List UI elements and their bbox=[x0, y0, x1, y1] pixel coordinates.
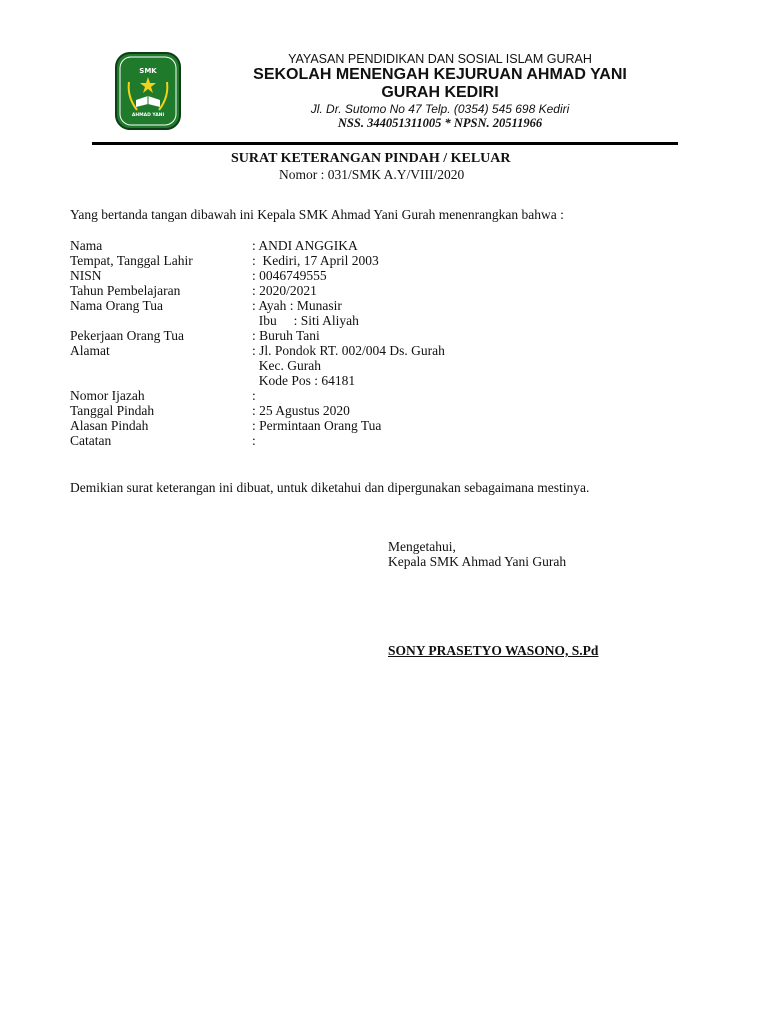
logo-bottom-text: AHMAD YANI bbox=[131, 113, 165, 118]
field-label: Alamat bbox=[70, 343, 110, 358]
field-label: Tahun Pembelajaran bbox=[70, 283, 181, 298]
letter-number: Nomor : 031/SMK A.Y/VIII/2020 bbox=[279, 167, 465, 182]
signature-acknowledged: Mengetahui, bbox=[388, 539, 456, 554]
school-name-line1: SEKOLAH MENENGAH KEJURUAN AHMAD YANI bbox=[253, 66, 627, 83]
school-address: Jl. Dr. Sutomo No 47 Telp. (0354) 545 698 Kediri bbox=[310, 102, 570, 116]
field-label: Nama bbox=[70, 238, 103, 253]
field-label: Nomor Ijazah bbox=[70, 388, 145, 403]
letterhead-divider bbox=[92, 142, 678, 145]
field-label: Tempat, Tanggal Lahir bbox=[70, 253, 193, 268]
field-value: : bbox=[252, 388, 256, 403]
field-label: Nama Orang Tua bbox=[70, 298, 163, 313]
field-label: Tanggal Pindah bbox=[70, 403, 155, 418]
field-value: : Buruh Tani bbox=[252, 328, 320, 343]
signatory-name: SONY PRASETYO WASONO, S.Pd bbox=[388, 643, 599, 658]
field-label: Catatan bbox=[70, 433, 112, 448]
field-value: : Kediri, 17 April 2003 bbox=[252, 253, 379, 268]
field-label: Alasan Pindah bbox=[70, 418, 149, 433]
school-logo bbox=[115, 52, 181, 130]
letter-intro: Yang bertanda tangan dibawah ini Kepala SMK Ahmad Yani Gurah menenrangkan bahwa : bbox=[70, 207, 564, 222]
field-value: : Ayah : Munasir bbox=[252, 298, 342, 313]
field-value: : Permintaan Orang Tua bbox=[252, 418, 382, 433]
letter-title: SURAT KETERANGAN PINDAH / KELUAR bbox=[231, 151, 511, 166]
field-value: Kode Pos : 64181 bbox=[252, 373, 356, 388]
field-label: NISN bbox=[70, 268, 102, 283]
school-name-line2: GURAH KEDIRI bbox=[381, 84, 499, 101]
field-value: Ibu : Siti Aliyah bbox=[252, 313, 359, 328]
field-value: : ANDI ANGGIKA bbox=[252, 238, 358, 253]
closing-statement: Demikian surat keterangan ini dibuat, untuk diketahui dan dipergunakan sebagaimana mestinya. bbox=[70, 480, 590, 495]
field-value: : 0046749555 bbox=[252, 268, 327, 283]
school-ids: NSS. 344051311005 * NPSN. 20511966 bbox=[337, 116, 543, 130]
field-value: : Jl. Pondok RT. 002/004 Ds. Gurah bbox=[252, 343, 445, 358]
logo-top-text: SMK bbox=[139, 67, 157, 75]
foundation-name: YAYASAN PENDIDIKAN DAN SOSIAL ISLAM GURAH bbox=[288, 52, 592, 66]
field-value: : 25 Agustus 2020 bbox=[252, 403, 350, 418]
field-label: Pekerjaan Orang Tua bbox=[70, 328, 184, 343]
field-value: Kec. Gurah bbox=[252, 358, 321, 373]
field-value: : bbox=[252, 433, 256, 448]
signature-position: Kepala SMK Ahmad Yani Gurah bbox=[388, 554, 567, 569]
field-value: : 2020/2021 bbox=[252, 283, 317, 298]
